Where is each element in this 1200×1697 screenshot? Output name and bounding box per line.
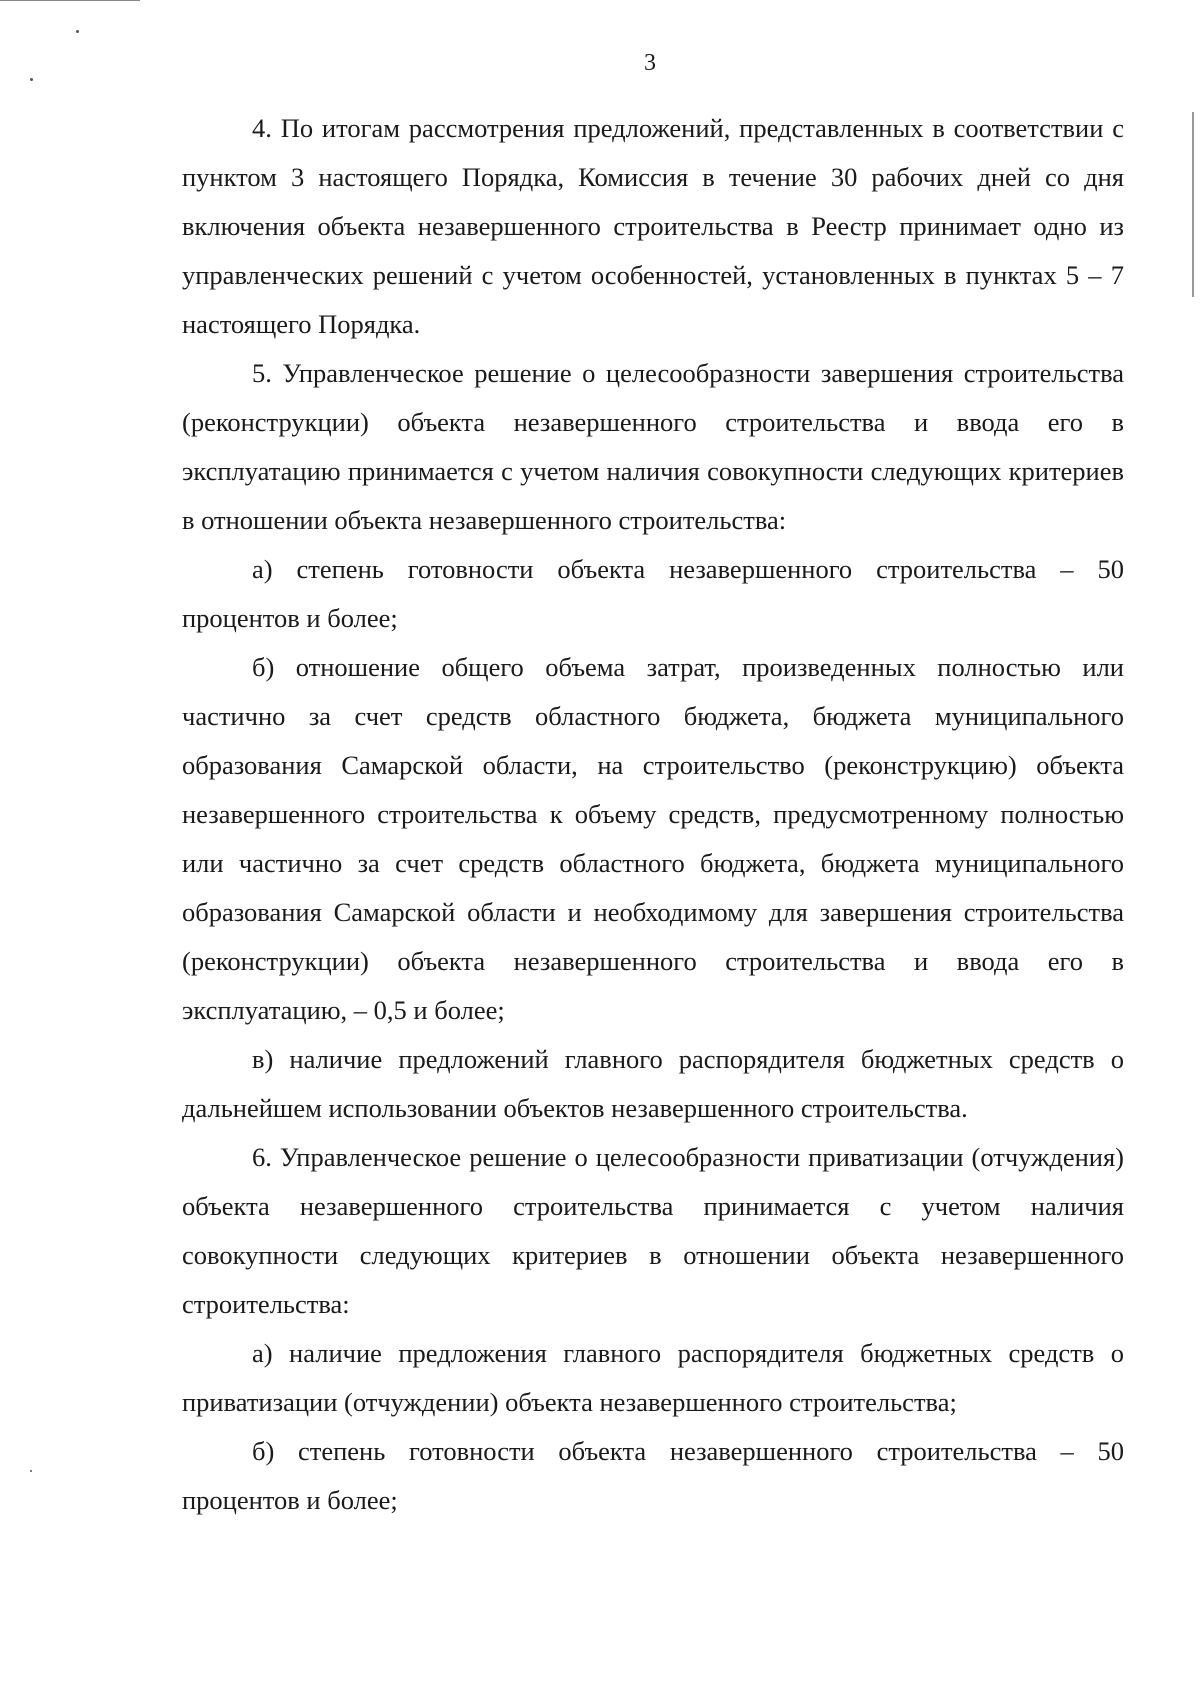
paragraph-5c: в) наличие предложений главного распорядителя бюджетных средств о дальнейшем использовании объектов незавершенного строительства. — [182, 1044, 1124, 1123]
paragraph-6a: а) наличие предложения главного распорядителя бюджетных средств о приватизации (отчуждении) объекта незавершенного строительства; — [182, 1338, 1124, 1417]
scan-speck — [76, 30, 79, 33]
paragraph-5: 5. Управленческое решение о целесообразности завершения строительства (реконструкции) объекта незавершенного строительства и ввода его в эксплуатацию принимается с учетом наличия совокупности следующих критериев в отношении объекта незавершенного строительства: — [182, 358, 1124, 535]
scan-border-top — [0, 0, 140, 1]
paragraph-5b: б) отношение общего объема затрат, произведенных полностью или частично за счет средств областного бюджета, бюджета муниципального образования Самарской области, на строительство (реконструкцию) объекта незавершенного строительства к объему средств, предусмотренному полностью или частично за счет средств областного бюджета, бюджета муниципального образования Самарской области и необходимому для завершения строительства (реконструкции) объекта незавершенного строительства и ввода его в эксплуатацию, – 0,5 и более; — [182, 652, 1124, 1025]
paragraph-6b: б) степень готовности объекта незавершенного строительства – 50 процентов и более; — [182, 1436, 1124, 1515]
paragraph-5a: а) степень готовности объекта незавершенного строительства – 50 процентов и более; — [182, 554, 1124, 633]
scan-speck — [30, 1470, 32, 1472]
scan-speck — [30, 78, 33, 81]
page-number: 3 — [644, 50, 656, 76]
paragraph-6: 6. Управленческое решение о целесообразности приватизации (отчуждения) объекта незавершенного строительства принимается с учетом наличия совокупности следующих критериев в отношении объекта незавершенного строительства: — [182, 1142, 1124, 1319]
document-body — [182, 104, 1124, 1525]
scan-border-right — [1192, 112, 1194, 297]
paragraph-4: 4. По итогам рассмотрения предложений, представленных в соответствии с пунктом 3 настоящего Порядка, Комиссия в течение 30 рабочих дней со дня включения объекта незавершенного строительства в Реестр принимает одно из управленческих решений с учетом особенностей, установленных в пунктах 5 – 7 настоящего Порядка. — [182, 113, 1124, 339]
